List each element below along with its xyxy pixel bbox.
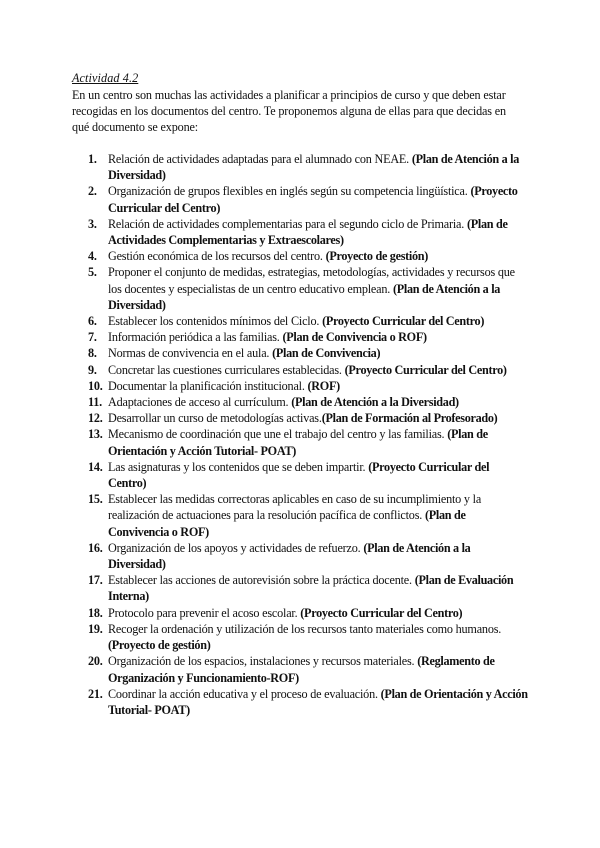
activity-item xyxy=(88,378,528,394)
item-answer: (Plan de Atención a la Diversidad) xyxy=(291,395,459,410)
item-number: 1. xyxy=(88,152,97,166)
item-answer: (Proyecto Curricular del Centro) xyxy=(108,184,518,215)
item-text: Coordinar la acción educativa y el proceso de evaluación. xyxy=(108,686,378,701)
item-number: 16. xyxy=(88,540,103,555)
item-number: 2. xyxy=(88,184,97,199)
activity-item xyxy=(88,426,528,458)
item-number: 15. xyxy=(88,492,103,507)
item-number: 3. xyxy=(88,216,97,231)
item-number: 9. xyxy=(88,362,97,377)
item-text: Recoger la ordenación y utilización de los recursos tanto materiales como humanos. xyxy=(108,621,502,636)
item-answer: (Plan de Actividades Complementarias y Extraescolares) xyxy=(108,216,508,248)
item-number: 5. xyxy=(88,265,97,280)
item-text: Establecer las acciones de autorevisión sobre la práctica docente. xyxy=(108,573,412,588)
item-number: 18. xyxy=(88,605,103,620)
item-text: Información periódica a las familias. xyxy=(108,330,280,345)
item-text: Documentar la planificación institucional. xyxy=(108,378,305,393)
item-text: Organización de grupos flexibles en inglés según su competencia lingüística. xyxy=(108,184,468,199)
item-answer: (Proyecto de gestión) xyxy=(325,249,429,264)
item-text: Establecer las medidas correctoras aplicables en caso de su incumplimiento y la realización de actuaciones para la resolución pacífica de conflictos. xyxy=(108,492,482,523)
activity-item xyxy=(88,183,528,215)
item-text: Organización de los apoyos y actividades de refuerzo. xyxy=(108,540,361,555)
item-number: 14. xyxy=(88,459,103,474)
item-number: 21. xyxy=(88,686,103,701)
item-number: 19. xyxy=(88,621,103,636)
item-text: Concretar las cuestiones curriculares establecidas. xyxy=(108,362,342,377)
intro-line: En un centro son muchas las actividades a planificar a principios de curso y que deben estar xyxy=(72,88,506,102)
item-answer: (Proyecto Curricular del Centro) xyxy=(322,314,485,329)
activity-item xyxy=(88,362,528,378)
item-answer: (Reglamento de Organización y Funcionamiento-ROF) xyxy=(108,654,495,685)
item-answer: (ROF) xyxy=(307,378,340,393)
activity-item xyxy=(88,459,528,491)
item-answer: (Plan de Orientación y Acción Tutorial- POAT) xyxy=(108,686,528,717)
activity-item xyxy=(88,605,528,621)
activity-item xyxy=(88,329,528,345)
item-number: 20. xyxy=(88,654,103,669)
activity-item xyxy=(88,653,528,685)
item-answer: (Proyecto Curricular del Centro) xyxy=(300,605,463,620)
item-number: 10. xyxy=(88,378,103,393)
item-text: Establecer los contenidos mínimos del Ciclo. xyxy=(108,314,320,329)
intro-paragraph xyxy=(72,87,534,136)
item-answer: (Plan de Orientación y Acción Tutorial- POAT) xyxy=(108,427,488,458)
item-text: Desarrollar un curso de metodologías activas. xyxy=(108,411,322,426)
item-answer: (Plan de Convivencia o ROF) xyxy=(108,508,466,539)
intro-line: recogidas en los documentos del centro. Te proponemos alguna de ellas para que decidas en xyxy=(72,104,506,119)
item-text: Mecanismo de coordinación que une el trabajo del centro y las familias. xyxy=(108,427,445,442)
activity-item xyxy=(88,621,528,653)
item-answer: (Plan de Atención a la Diversidad) xyxy=(108,540,471,572)
activity-item xyxy=(88,572,528,604)
item-answer: (Proyecto de gestión) xyxy=(108,638,211,653)
item-text: Relación de actividades complementarias para el segundo ciclo de Primaria. xyxy=(108,216,465,231)
item-text: Organización de los espacios, instalaciones y recursos materiales. xyxy=(108,654,415,669)
activity-list xyxy=(88,151,528,718)
item-answer: (Plan de Convivencia o ROF) xyxy=(282,330,427,345)
activity-item xyxy=(88,151,528,183)
activity-item xyxy=(88,345,528,361)
item-text: Gestión económica de los recursos del centro. xyxy=(108,249,323,264)
item-number: 7. xyxy=(88,330,97,345)
activity-title: Actividad 4.2 xyxy=(72,71,139,85)
item-number: 4. xyxy=(88,249,97,264)
item-number: 6. xyxy=(88,314,97,329)
activity-item xyxy=(88,313,528,329)
item-number: 13. xyxy=(88,427,103,442)
activity-item xyxy=(88,491,528,540)
item-text: Normas de convivencia en el aula. xyxy=(108,346,270,361)
item-answer: (Plan de Formación al Profesorado) xyxy=(321,411,498,426)
activity-item xyxy=(88,248,528,264)
intro-line: qué documento se expone: xyxy=(72,120,199,135)
activity-item xyxy=(88,264,528,313)
item-number: 8. xyxy=(88,346,97,361)
item-answer: (Plan de Atención a la Diversidad) xyxy=(108,152,520,183)
item-answer: (Plan de Evaluación Interna) xyxy=(108,573,514,604)
activity-item xyxy=(88,216,528,248)
item-number: 12. xyxy=(88,411,103,426)
item-text: Las asignaturas y los contenidos que se deben impartir. xyxy=(108,459,366,474)
activity-item xyxy=(88,410,528,426)
item-answer: (Proyecto Curricular del Centro) xyxy=(108,459,490,491)
item-text: Relación de actividades adaptadas para el alumnado con NEAE. xyxy=(108,152,410,166)
activity-item xyxy=(88,540,528,572)
item-number: 17. xyxy=(88,573,103,588)
item-number: 11. xyxy=(88,395,102,410)
item-answer: (Proyecto Curricular del Centro) xyxy=(344,362,507,377)
item-text: Protocolo para prevenir el acoso escolar. xyxy=(108,605,298,620)
activity-item xyxy=(88,394,528,410)
item-answer: (Plan de Convivencia) xyxy=(272,346,381,361)
item-text: Proponer el conjunto de medidas, estrategias, metodologías, actividades y recursos que los docentes y especialistas de un centro educativo emplean. xyxy=(108,265,515,296)
activity-item xyxy=(88,686,528,718)
item-text: Adaptaciones de acceso al currículum. xyxy=(108,395,289,410)
item-answer: (Plan de Atención a la Diversidad) xyxy=(108,281,501,312)
